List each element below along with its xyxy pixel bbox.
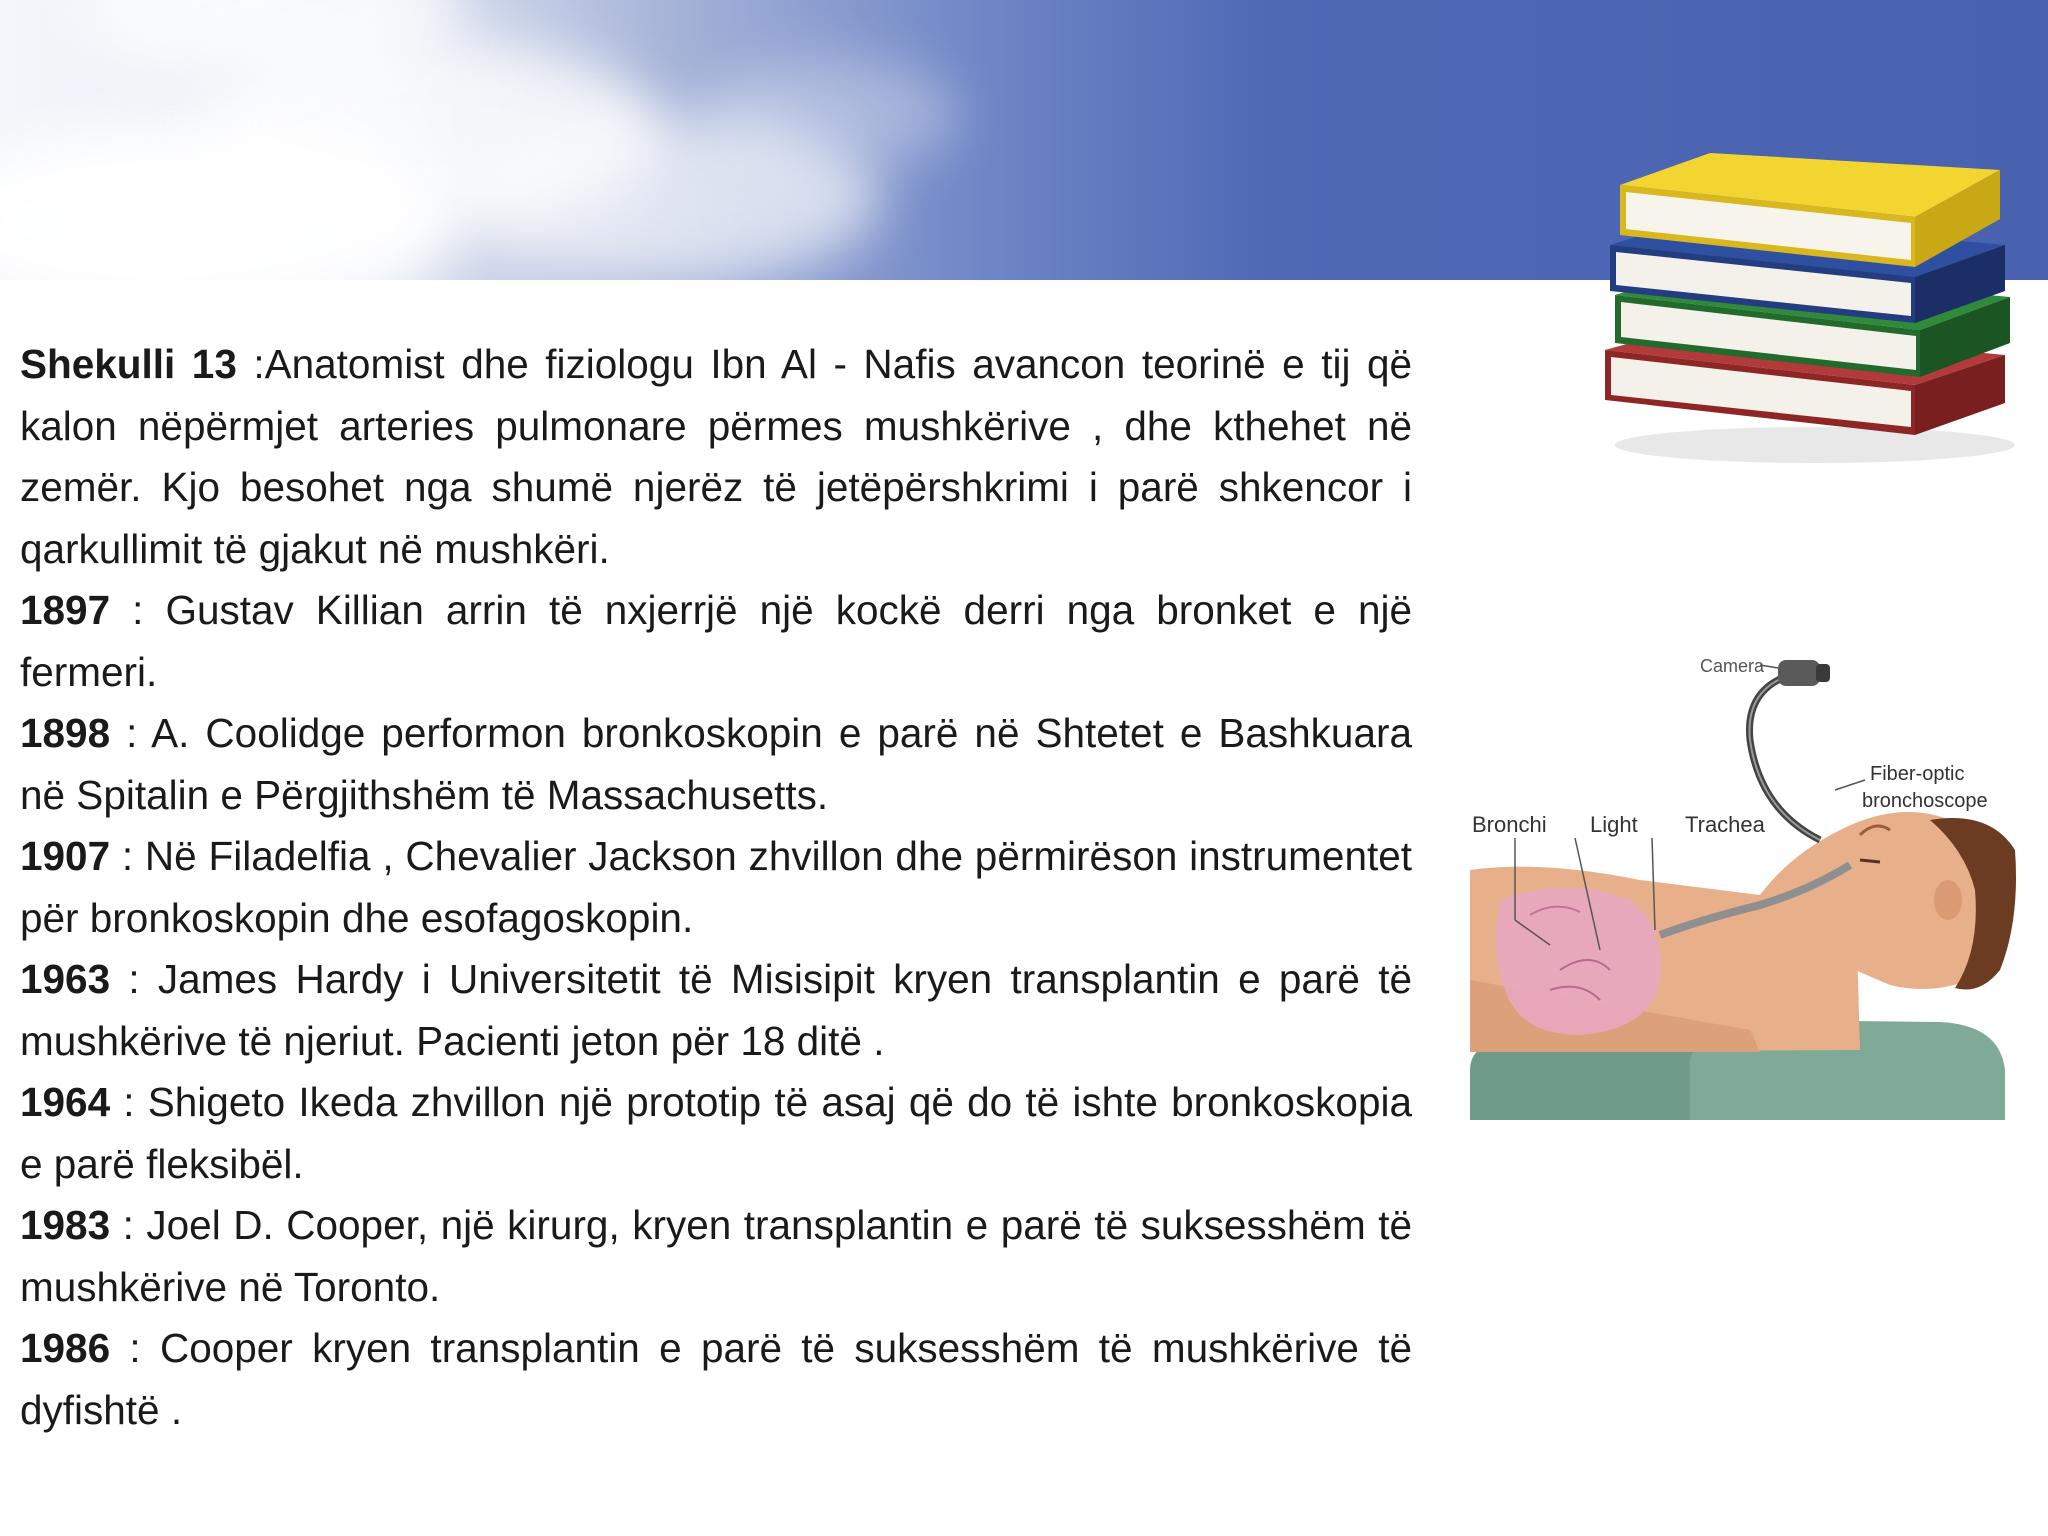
- book-stack-icon: [1585, 145, 2025, 465]
- label-bronchi: Bronchi: [1472, 812, 1547, 837]
- timeline-entry-1986: [20, 1318, 1412, 1441]
- entry-text: : James Hardy i Universitetit të Misisipit kryen transplantin e parë të mushkërive të njeriut. Pacienti jeton për 18 ditë .: [20, 956, 1412, 1064]
- entry-text: : Në Filadelfia , Chevalier Jackson zhvillon dhe përmirëson instrumentet për bronkoskopin dhe esofagoskopin.: [20, 833, 1412, 941]
- entry-year: 1963: [20, 956, 111, 1002]
- entry-year: 1898: [20, 710, 111, 756]
- entry-text: : Cooper kryen transplantin e parë të suksesshëm të mushkërive të dyfishtë .: [20, 1325, 1412, 1433]
- bronchoscopy-illustration: [1460, 650, 2020, 1140]
- label-trachea: Trachea: [1685, 812, 1765, 837]
- timeline-entry-shekulli-13: [20, 334, 1412, 580]
- timeline-entry-1897: [20, 580, 1412, 703]
- timeline-text: [20, 334, 1412, 1441]
- entry-year: 1986: [20, 1325, 111, 1371]
- label-camera: Camera: [1700, 656, 1765, 676]
- timeline-entry-1907: [20, 826, 1412, 949]
- timeline-entry-1983: [20, 1195, 1412, 1318]
- timeline-entry-1964: [20, 1072, 1412, 1195]
- entry-year: 1964: [20, 1079, 111, 1125]
- label-bronchoscope: bronchoscope: [1862, 790, 1988, 812]
- timeline-entry-1898: [20, 703, 1412, 826]
- label-light: Light: [1590, 812, 1638, 837]
- entry-year: Shekulli 13: [20, 341, 237, 387]
- entry-text: : Shigeto Ikeda zhvillon një prototip të asaj që do të ishte bronkoskopia e parë fleksibël.: [20, 1079, 1412, 1187]
- entry-text: : Gustav Killian arrin të nxjerrjë një kockë derri nga bronket e një fermeri.: [20, 587, 1412, 695]
- entry-year: 1983: [20, 1202, 111, 1248]
- entry-text: : A. Coolidge performon bronkoskopin e parë në Shtetet e Bashkuara në Spitalin e Përgjithshëm të Massachusetts.: [20, 710, 1412, 818]
- entry-text: :Anatomist dhe fiziologu Ibn Al - Nafis avancon teorinë e tij që kalon nëpërmjet arteries pulmonare përmes mushkërive , dhe kthehet në zemër. Kjo besohet nga shumë njerëz të jetëpërshkrimi i parë shkencor i qarkullimit të gjakut në mushkëri.: [20, 341, 1412, 572]
- entry-year: 1897: [20, 587, 111, 633]
- timeline-entry-1963: [20, 949, 1412, 1072]
- entry-text: : Joel D. Cooper, një kirurg, kryen transplantin e parë të suksesshëm të mushkërive në Toronto.: [20, 1202, 1412, 1310]
- label-fiber-optic: Fiber-optic: [1870, 763, 1965, 785]
- entry-year: 1907: [20, 833, 111, 879]
